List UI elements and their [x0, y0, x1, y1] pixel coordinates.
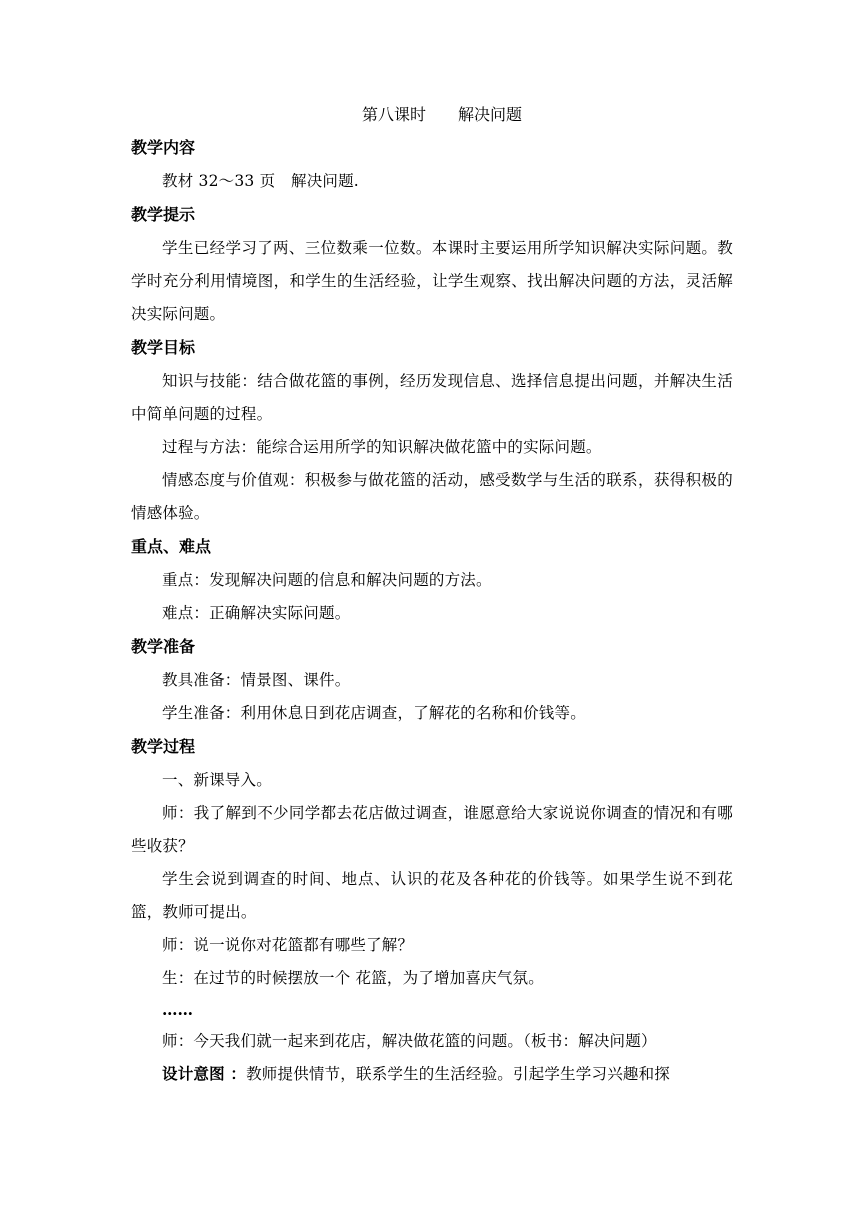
key-point-text: 重点：发现解决问题的信息和解决问题的方法。 — [162, 571, 492, 589]
teaching-content-text: 教材 32～33 页 解决问题. — [162, 172, 359, 190]
design-intent — [131, 1058, 733, 1091]
heading-teaching-process: 教学过程 — [131, 737, 196, 756]
teacher-line-3: 师：今天我们就一起来到花店，解决做花篮的问题。（板书：解决问题） — [162, 1032, 657, 1050]
goal-process-methods: 过程与方法：能综合运用所学的知识解决做花篮中的实际问题。 — [162, 438, 602, 456]
difficult-point-text: 难点：正确解决实际问题。 — [162, 604, 351, 622]
heading-teaching-goals: 教学目标 — [131, 338, 196, 357]
process-step-intro: 一、新课导入。 — [162, 771, 272, 789]
teaching-hint-text: 学生已经学习了两、三位数乘一位数。本课时主要运用所学知识解决实际问题。教学时充分利用情境图，和学生的生活经验，让学生观察、找出解决问题的方法，灵活解决实际问题。 — [131, 239, 733, 323]
teacher-preparation-text: 教具准备：情景图、课件。 — [162, 671, 351, 689]
heading-teaching-hint: 教学提示 — [131, 205, 196, 224]
heading-key-difficult-points: 重点、难点 — [131, 537, 212, 556]
design-intent-label: 设计意图 ： — [162, 1065, 247, 1083]
student-line-2: 生：在过节的时候摆放一个 花篮，为了增加喜庆气氛。 — [162, 969, 544, 987]
goal-knowledge-skills: 知识与技能：结合做花篮的事例，经历发现信息、选择信息提出问题，并解决生活中简单问题的过程。 — [131, 372, 733, 423]
document-body — [131, 101, 733, 1091]
teacher-line-2: 师：说一说你对花篮都有哪些了解？ — [162, 936, 414, 954]
heading-teaching-content: 教学内容 — [131, 138, 196, 157]
student-preparation-text: 学生准备：利用休息日到花店调查，了解花的名称和价钱等。 — [162, 704, 586, 722]
teacher-line-1: 师：我了解到不少同学都去花店做过调查，谁愿意给大家说说你调查的情况和有哪些收获？ — [131, 804, 733, 855]
heading-teaching-preparation: 教学准备 — [131, 637, 196, 656]
student-line-1: 学生会说到调查的时间、地点、认识的花及各种花的价钱等。如果学生说不到花篮，教师可提出。 — [131, 870, 733, 921]
design-intent-text: 教师提供情节，联系学生的生活经验。引起学生学习兴趣和探 — [246, 1065, 671, 1083]
goal-emotion-values: 情感态度与价值观：积极参与做花篮的活动，感受数学与生活的联系，获得积极的情感体验。 — [131, 471, 733, 522]
lesson-title: 第八课时 解决问题 — [361, 105, 522, 124]
ellipsis-mark: …… — [162, 1000, 193, 1019]
